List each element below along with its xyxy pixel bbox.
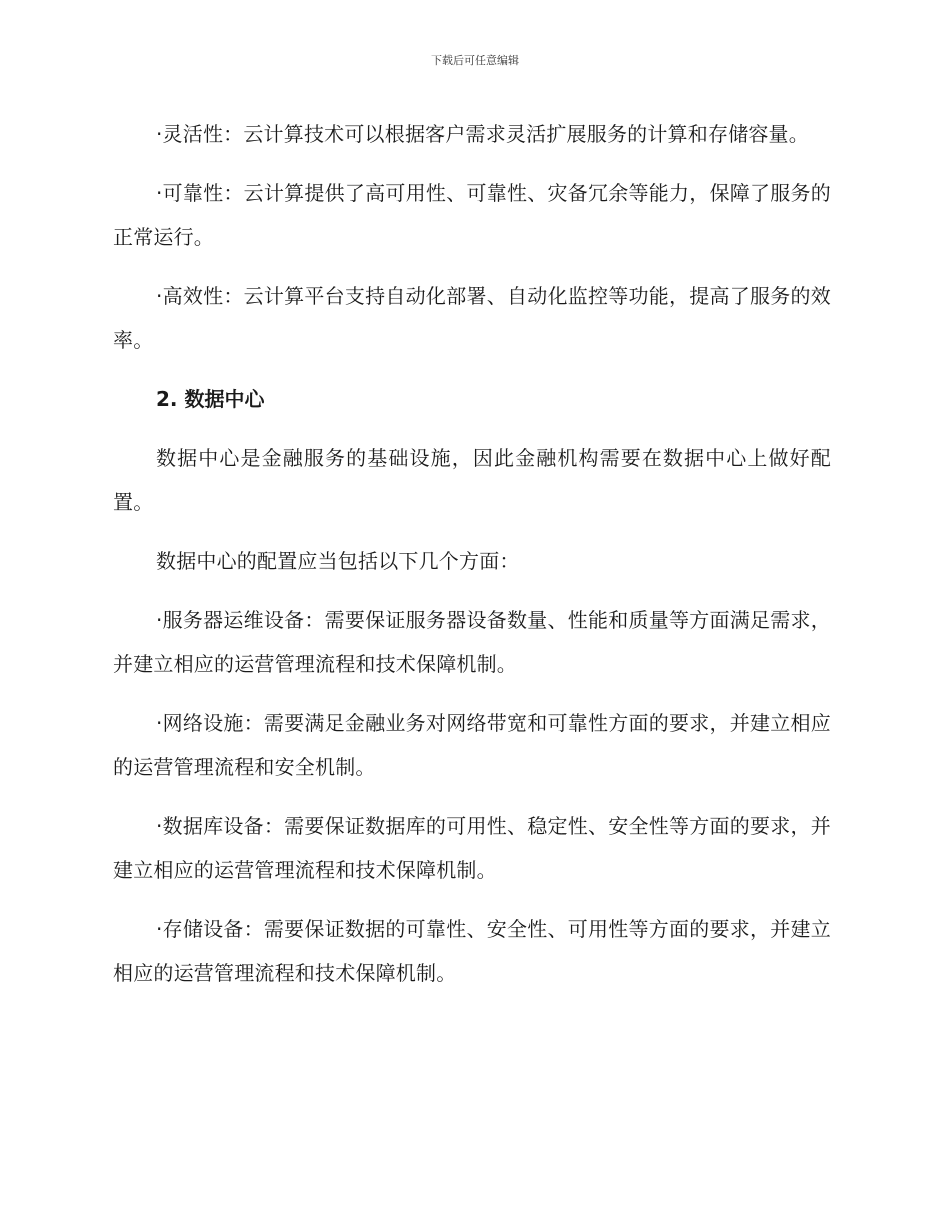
document-body [113,112,831,1010]
bullet-network-facilities: ·网络设施：需要满足金融业务对网络带宽和可靠性方面的要求，并建立相应的运营管理流程和安全机制。 [113,711,831,779]
paragraph-intro: 数据中心是金融服务的基础设施，因此金融机构需要在数据中心上做好配置。 [113,446,831,514]
paragraph-aspects: 数据中心的配置应当包括以下几个方面： [156,549,520,573]
section-heading: 2. 数据中心 [156,387,265,411]
bullet-server-equipment: ·服务器运维设备：需要保证服务器设备数量、性能和质量等方面满足需求，并建立相应的运营管理流程和技术保障机制。 [113,608,831,676]
page-header-note: 下载后可任意编辑 [431,54,519,67]
bullet-storage-equipment: ·存储设备：需要保证数据的可靠性、安全性、可用性等方面的要求，并建立相应的运营管理流程和技术保障机制。 [113,917,831,985]
bullet-reliability: ·可靠性：云计算提供了高可用性、可靠性、灾备冗余等能力，保障了服务的正常运行。 [113,181,831,249]
bullet-database-equipment: ·数据库设备：需要保证数据库的可用性、稳定性、安全性等方面的要求，并建立相应的运营管理流程和技术保障机制。 [113,814,831,882]
bullet-flexibility: ·灵活性：云计算技术可以根据客户需求灵活扩展服务的计算和存储容量。 [156,122,809,146]
bullet-efficiency: ·高效性：云计算平台支持自动化部署、自动化监控等功能，提高了服务的效率。 [113,284,831,352]
